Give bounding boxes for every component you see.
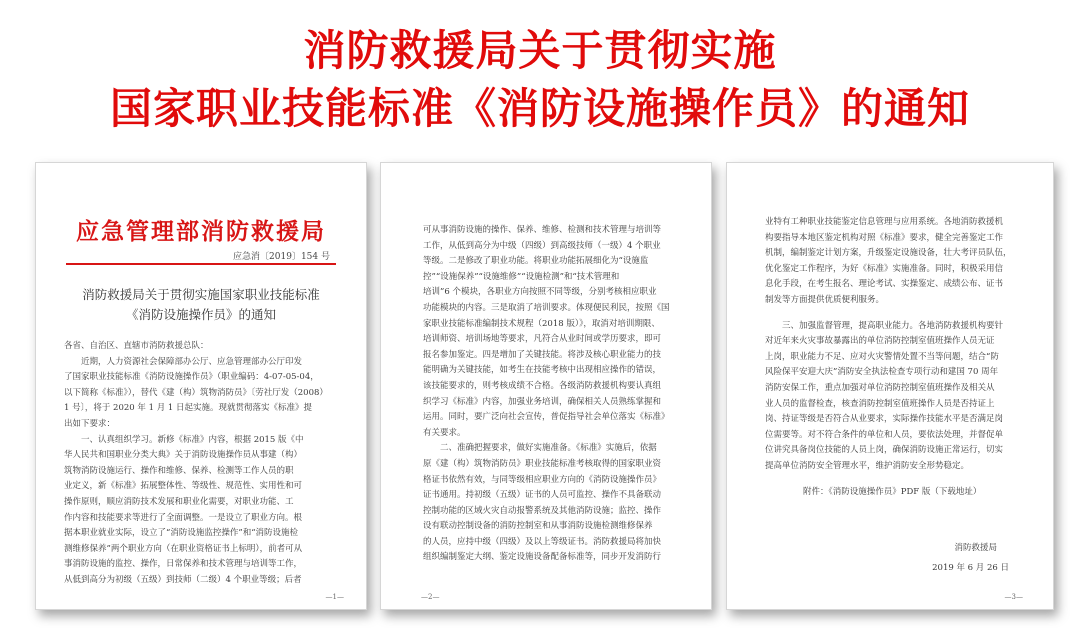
text-line: 格证书依然有效，与同等级相应职业方向的《消防设施操作员》 xyxy=(423,474,662,485)
text-line: 上岗，职业能力不足、应对火灾警情处置不当等问题，结合“防 xyxy=(765,351,999,362)
paragraph-gap xyxy=(765,309,1021,319)
text-line: 培训”6 个模块，各职业方向按照不同等级，分别考核相应职业 xyxy=(423,287,657,298)
signature-date: 2019 年 6 月 26 日 xyxy=(932,563,1009,573)
letterhead-divider xyxy=(66,263,336,265)
text-line: 控”“设施保养”“设施维修”“设施检测”和“技术管理和 xyxy=(423,271,620,282)
document-title-line-1: 消防救援局关于贯彻实施国家职业技能标准 xyxy=(82,287,320,302)
page-2-body xyxy=(423,223,681,566)
text-line: 二、准确把握要求，做好实施准备。《标准》实施后，依据 xyxy=(423,443,657,454)
document-title-line-2: 《消防设施操作员》的通知 xyxy=(125,307,276,322)
document-page-1 xyxy=(35,162,367,610)
text-line: 对近年来火灾事故暴露出的单位消防控制室值班操作人员无证 xyxy=(765,336,995,347)
text-line: 报名参加鉴定。四是增加了关键技能。将涉及核心职业能力的技 xyxy=(423,349,662,360)
text-line: 设有联动控制设备的消防控制室和从事消防设施检测维修保养 xyxy=(423,521,653,532)
text-line: 出如下要求： xyxy=(64,418,116,429)
text-line: 提高单位消防安全管理水平，维护消防安全形势稳定。 xyxy=(765,460,970,471)
text-line: 优化鉴定工作程序，为好《标准》实施准备。同时，积极采用信 xyxy=(765,263,1004,274)
text-line: 织学习《标准》内容，加强业务培训，确保相关人员熟练掌握和 xyxy=(423,396,662,407)
headline-line-1: 消防救援局关于贯彻实施 xyxy=(303,26,777,75)
text-line: 风险保平安迎大庆”消防安全执法检查专项行动和建国 70 周年 xyxy=(765,367,999,378)
text-line: 的人员，应持中级（四级）及以上等级证书。消防救援局将加快 xyxy=(423,536,662,547)
text-line: 操作原则，顺应消防技术发展和职业化需要，对职业功能、工 xyxy=(64,496,294,507)
page-number: —1— xyxy=(325,593,344,601)
page-number: —3— xyxy=(1004,593,1023,601)
text-line: 位需要等。对不符合条件的单位和人员，要依法处理，并督促单 xyxy=(765,429,1004,440)
text-line: 据本职业就业实际，设立了“消防设施监控操作”和“消防设施检 xyxy=(64,528,299,539)
text-line: 该技能要求的，则考核成绩不合格。各级消防救援机构要认真组 xyxy=(423,380,662,391)
text-line: 有关要求。 xyxy=(423,427,466,438)
page-number: —2— xyxy=(421,593,440,601)
text-line: 运用。同时，要广泛向社会宣传，普促指导社会单位落实《标准》 xyxy=(423,412,670,423)
signature: 消防救援局 xyxy=(954,543,997,553)
text-line: 近期，人力资源社会保障部办公厅、应急管理部办公厅印发 xyxy=(64,356,303,367)
text-line: 控制功能的区域火灾自动报警系统及其他消防设施；监控、操作 xyxy=(423,505,662,516)
text-line: 华人民共和国职业分类大典》关于消防设施操作员从事建（构） xyxy=(64,450,303,461)
text-line: 从低到高分为初级（五级）到技师（二级）4 个职业等级；后者 xyxy=(64,574,302,585)
text-line: 业定义，新《标准》拓展整体性、等级性、规范性、实用性和可 xyxy=(64,481,303,492)
text-line: 能明确为关键技能，如考生在技能考核中出现相应操作的错误， xyxy=(423,365,662,376)
text-line: 业特有工种职业技能鉴定信息管理与应用系统。各地消防救援机 xyxy=(765,217,1004,227)
document-title xyxy=(66,285,336,325)
text-line: 1 号〕，将于 2020 年 1 月 1 日起实施。现就贯彻落实《标准》提 xyxy=(64,403,313,414)
text-line: 构要指导本地区鉴定机构对照《标准》要求，健全完善鉴定工作 xyxy=(765,232,1004,243)
text-line: 工作，从低到高分为中级（四级）到高级技师（一级）4 个职业 xyxy=(423,240,661,251)
text-line: 一、认真组织学习。新修《标准》内容，根据 2015 版《中 xyxy=(64,434,304,445)
text-line: 业人员的监督检查，核查消防控制室值班操作人员是否持证上 xyxy=(765,398,995,409)
text-line: 证书通用。持初级（五级）证书的人员可监控、操作不具备联动 xyxy=(423,490,662,501)
text-line: 功能模块的内容。三是取消了培训要求。体现便民利民，按照《国 xyxy=(423,302,670,313)
text-line: 等级。二是修改了职业功能。将职业功能拓展细化为“设施监 xyxy=(423,256,649,267)
text-line: 了国家职业技能标准《消防设施操作员》（职业编码：4-07-05-04， xyxy=(64,372,319,383)
page-1-body xyxy=(64,339,342,589)
text-line: 组织编制鉴定大纲、鉴定设施设备配备标准等，同步开发消防行 xyxy=(423,552,662,563)
letterhead: 应急管理部消防救援局 xyxy=(76,218,326,245)
text-line: 事消防设施的监控、操作，日常保养和技术管理与培训等工作， xyxy=(64,559,303,570)
text-line: 各省、自治区、直辖市消防救援总队： xyxy=(64,341,209,351)
text-line: 息化手段，在考生报名、理论考试、实操鉴定、成绩公布、证书 xyxy=(765,279,1004,290)
headline-line-2: 国家职业技能标准《消防设施操作员》的通知 xyxy=(109,84,970,133)
text-line: 制发等方面提供优质便利服务。 xyxy=(765,294,885,305)
text-line: 家职业技能标准编制技术规程（2018 版）》，取消对培训期限、 xyxy=(423,318,660,329)
text-line: 测维修保养”两个职业方向（在职业资格证书上标明），前者可从 xyxy=(64,543,303,554)
text-line: 培训师资、培训场地等要求，凡符合从业时间或学历要求，即可 xyxy=(423,334,662,345)
page-3-body xyxy=(765,215,1021,475)
text-line: 消防安保工作，重点加强对单位消防控制室值班操作及相关从 xyxy=(765,382,995,393)
document-number: 应急消〔2019〕154 号 xyxy=(233,252,330,262)
text-line: 作内容和技能要求等进行了全面调整。一是设立了职业方向。根 xyxy=(64,512,303,523)
text-line: 筑物消防设施运行、操作和维修、保养、检测等工作人员的职 xyxy=(64,465,294,476)
attachment-note: 附件：《消防设施操作员》PDF 版（下载地址） xyxy=(803,487,982,497)
text-line: 三、加强监督管理，提高职业能力。各地消防救援机构要针 xyxy=(765,320,1004,331)
text-line: 机制，编制鉴定计划方案，升级鉴定设施设备，壮大考评员队伍， xyxy=(765,248,1012,259)
text-line: 岗、持证等级是否符合从业要求，实际操作技能水平是否满足岗 xyxy=(765,414,1004,425)
text-line: 以下简称《标准》），替代《建（构）筑物消防员》〔劳社厅发（2008） xyxy=(64,387,328,398)
document-page-3 xyxy=(726,162,1054,610)
document-page-2 xyxy=(380,162,712,610)
text-line: 可从事消防设施的操作、保养、维修、检测和技术管理与培训等 xyxy=(423,225,662,235)
text-line: 原《建（构）筑物消防员》职业技能标准考核取得的国家职业资 xyxy=(423,458,662,469)
text-line: 位讲究具备岗位技能的人员上岗，确保消防设施正常运行，切实 xyxy=(765,445,1004,456)
